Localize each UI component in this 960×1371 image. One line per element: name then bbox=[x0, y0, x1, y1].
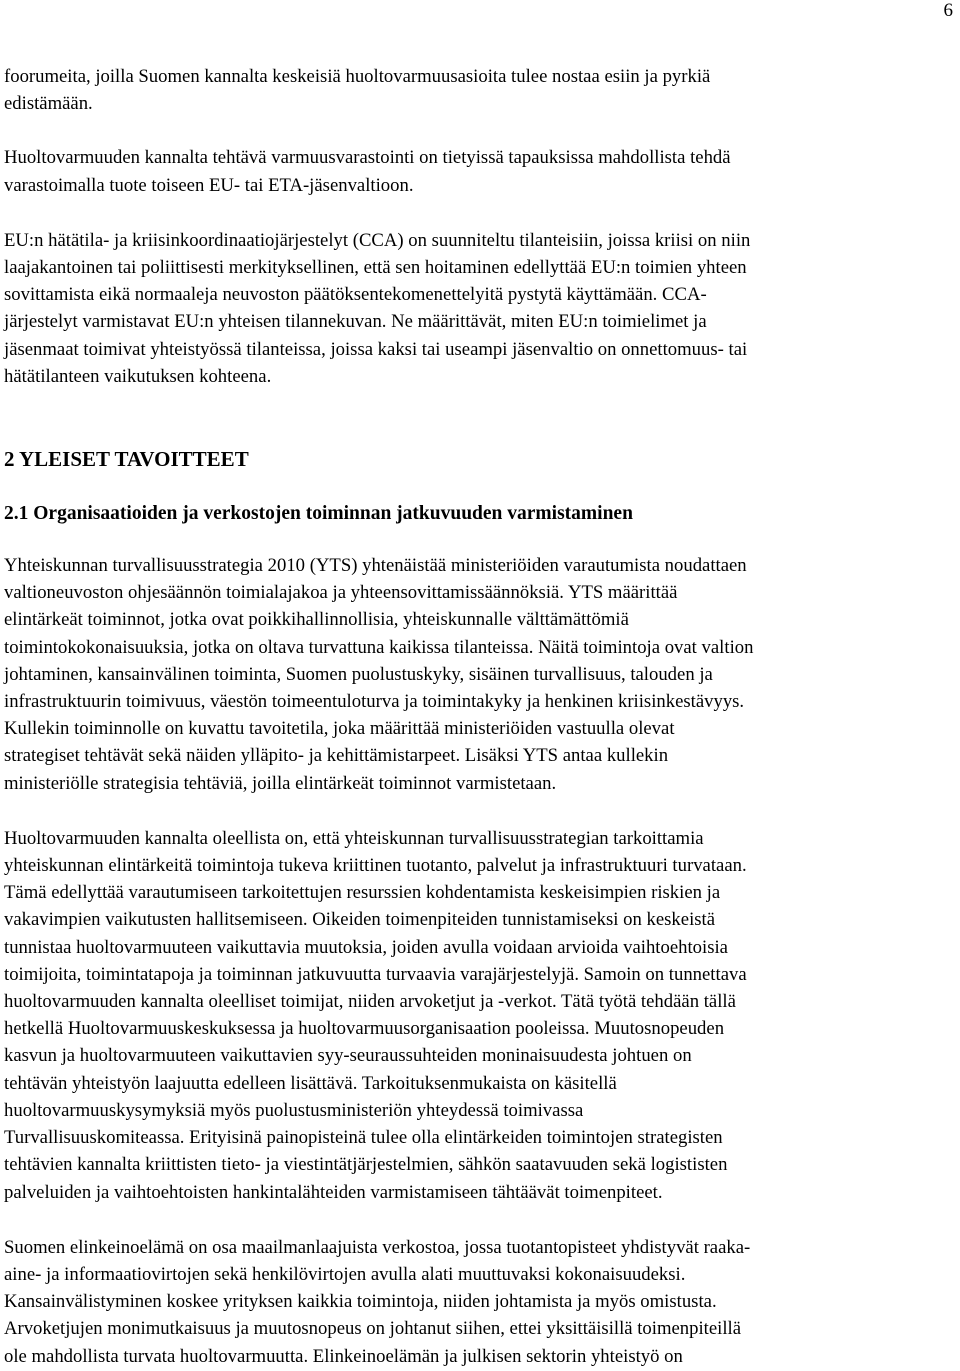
paragraph-intro-2: Huoltovarmuuden kannalta tehtävä varmuusvarastointi on tietyissä tapauksissa mahdollista tehdä varastoimalla tuote toiseen EU- tai ETA-jäsenvaltioon. bbox=[4, 147, 731, 196]
paragraph-section-3: Suomen elinkeinoelämä on osa maailmanlaajuista verkostoa, jossa tuotantopisteet yhdistyvät raaka- aine- ja informaatiovirtojen sekä henkilövirtojen avulla alati muuttuvaksi kokonaisuudeksi. Kansainvälistyminen koskee yrityksen kaikkia toimintoja, niiden johtamista ja myös omistusta. Arvoketjujen monimutkaisuus ja muutosnopeus on johtanut siihen, ettei yksittäisillä toimenpiteillä ole mahdollista turvata huoltovarmuutta. Elinkeinoelämän ja julkisen sektorin yhteistyö on bbox=[4, 1236, 751, 1367]
subsection-heading: 2.1 Organisaatioiden ja verkostojen toiminnan jatkuvuuden varmistaminen bbox=[4, 503, 633, 525]
paragraph-intro-1: foorumeita, joilla Suomen kannalta keskeisiä huoltovarmuusasioita tulee nostaa esiin ja pyrkiä edistämään. bbox=[4, 66, 711, 115]
page-number: 6 bbox=[943, 0, 953, 21]
paragraph-intro-3: EU:n hätätila- ja kriisinkoordinaatiojärjestelyt (CCA) on suunniteltu tilanteisiin, joissa kriisi on niin laajakantoinen tai poliittisesti merkityksellinen, että sen hoitaminen edellyttää EU:n toimien yhteen sovittamista eikä normaaleja neuvoston päätöksentekomenettelyitä pystytä käyttämään. CCA- järjestelyt varmistavat EU:n yhteisen tilannekuvan. Ne määrittävät, miten EU:n toimielimet ja jäsenmaat toimivat yhteistyössä tilanteissa, joissa kaksi tai useampi jäsenvaltio on onnettomuus- tai hätätilanteen vaikutuksen kohteena. bbox=[4, 229, 751, 387]
paragraph-section-1: Yhteiskunnan turvallisuusstrategia 2010 (YTS) yhtenäistää ministeriöiden varautumista noudattaen valtioneuvoston ohjesäännön toimialajakoa ja yhteensovittamissäännöksiä. YTS määrittää elintärkeät toiminnot, jotka ovat poikkihallinnollisia, yhteiskunnalle välttämättömiä toimintokokonaisuuksia, jotka on oltava turvattuna kaikissa tilanteissa. Näitä toimintoja ovat valtion johtaminen, kansainvälinen toiminta, Suomen puolustuskyky, sisäinen turvallisuus, talouden ja infrastruktuurin toimivuus, väestön toimeentuloturva ja toimintakyky ja henkinen kriisinkestävyys. Kullekin toiminnolle on kuvattu tavoitetila, joka määrittää ministeriöiden vastuulla olevat strategiset tehtävät sekä näiden ylläpito- ja kehittämistarpeet. Lisäksi YTS antaa kullekin ministeriölle strategisia tehtäviä, joilla elintärkeät toiminnot varmistetaan. bbox=[4, 555, 754, 794]
paragraph-section-2: Huoltovarmuuden kannalta oleellista on, että yhteiskunnan turvallisuusstrategian tarkoittamia yhteiskunnan elintärkeitä toimintoja tukeva kriittinen tuotanto, palvelut ja infrastruktuuri turvataan. Tämä edellyttää varautumiseen tarkoitettujen resurssien kohdentamista keskeisimpien riskien ja vakavimpien vaikutusten hallitsemiseen. Oikeiden toimenpiteiden tunnistamiseksi on keskeistä tunnistaa huoltovarmuuteen vaikuttavia muutoksia, joiden avulla voidaan arvioida vaihtoehtoisia toimijoita, toimintatapoja ja toiminnan jatkuvuutta turvaavia varajärjestelyjä. Samoin on tunnettava huoltovarmuuden kannalta oleelliset toimijat, niiden arvoketjut ja -verkot. Tätä työtä tehdään tällä hetkellä Huoltovarmuuskeskuksessa ja huoltovarmuusorganisaation pooleissa. Muutosnopeuden kasvun ja huoltovarmuuteen vaikuttavien syy-seuraussuhteiden moninaisuudesta johtuen on tehtävän yhteistyön laajuutta edelleen lisättävä. Tarkoituksenmukaista on käsitellä huoltovarmuuskysymyksiä myös puolustusministeriön yhteydessä toimivassa Turvallisuuskomiteassa. Erityisinä painopisteinä tulee olla elintärkeiden toimintojen strategisten tehtävien kannalta kriittisten tieto- ja viestintätjärjestelmien, sähkön saatavuuden sekä logististen palveluiden ja vaihtoehtoisten hankintalähteiden varmistamiseen tähtäävät toimenpiteet. bbox=[4, 827, 747, 1203]
section-heading: 2 YLEISET TAVOITTEET bbox=[4, 447, 249, 472]
document-body bbox=[4, 63, 948, 1370]
